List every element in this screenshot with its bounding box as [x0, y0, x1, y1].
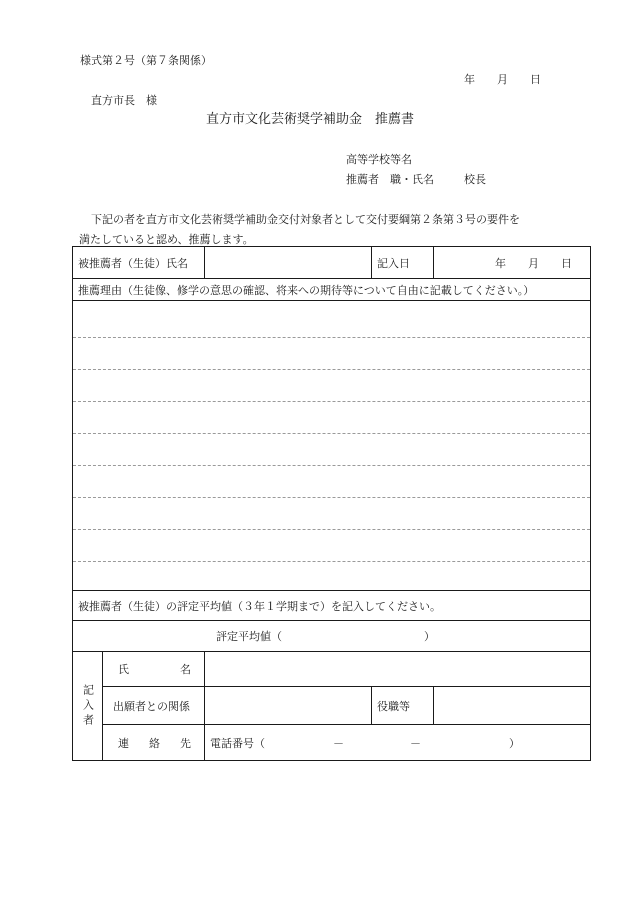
name-label-char-2: 名 [180, 663, 191, 676]
entry-date-field[interactable]: 年 月 日 [434, 247, 591, 279]
addressee: 直方市長 様 [91, 94, 157, 107]
grade-average-field[interactable] [73, 621, 591, 652]
recommendation-form-table [72, 246, 591, 761]
contact-label [103, 725, 205, 761]
grade-average-close: ） [424, 630, 435, 643]
grade-average-label: 評定平均値（ [216, 630, 282, 643]
contact-label-char-2: 絡 [149, 736, 160, 750]
intro-line-2: 満たしていると認め、推薦します。 [79, 233, 254, 246]
writer-label: 記入者 [81, 683, 95, 729]
writer-label-cell [73, 652, 103, 761]
reason-label: 推薦理由（生徒像、修学の意思の確認、将来への期待等について自由に記載してください。） [73, 279, 591, 301]
document-title: 直方市文化芸術奨学補助金 推薦書 [206, 112, 415, 127]
writer-name-label [103, 652, 205, 687]
school-name-label: 高等学校等名 [346, 153, 412, 166]
writer-name-field[interactable] [205, 652, 591, 687]
relation-label: 出願者との関係 [103, 687, 205, 725]
name-label-char-1: 氏 [118, 663, 129, 676]
entry-date-label: 記入日 [372, 247, 434, 279]
phone-dash-2: － [410, 736, 421, 750]
position-label: 役職等 [372, 687, 434, 725]
phone-number-label: 電話番号（ [210, 736, 265, 750]
form-number: 様式第２号（第７条関係） [80, 54, 212, 67]
reason-field[interactable] [73, 301, 591, 591]
recommender-label: 推薦者 職・氏名 [346, 173, 434, 186]
phone-number-close: ） [509, 736, 520, 750]
submission-date: 年 月 日 [464, 73, 541, 86]
contact-label-char-1: 連 [118, 736, 129, 750]
grade-average-note: 被推薦者（生徒）の評定平均値（３年１学期まで）を記入してください。 [73, 591, 591, 621]
phone-dash-1: － [333, 736, 344, 750]
position-field[interactable] [434, 687, 591, 725]
relation-field[interactable] [205, 687, 372, 725]
nominee-name-label: 被推薦者（生徒）氏名 [73, 247, 205, 279]
intro-line-1: 下記の者を直方市文化芸術奨学補助金交付対象者として交付要綱第２条第３号の要件を [91, 213, 520, 226]
contact-label-char-3: 先 [180, 736, 191, 750]
phone-number-field[interactable] [205, 725, 591, 761]
nominee-name-field[interactable] [205, 247, 372, 279]
principal-label: 校長 [464, 173, 486, 186]
